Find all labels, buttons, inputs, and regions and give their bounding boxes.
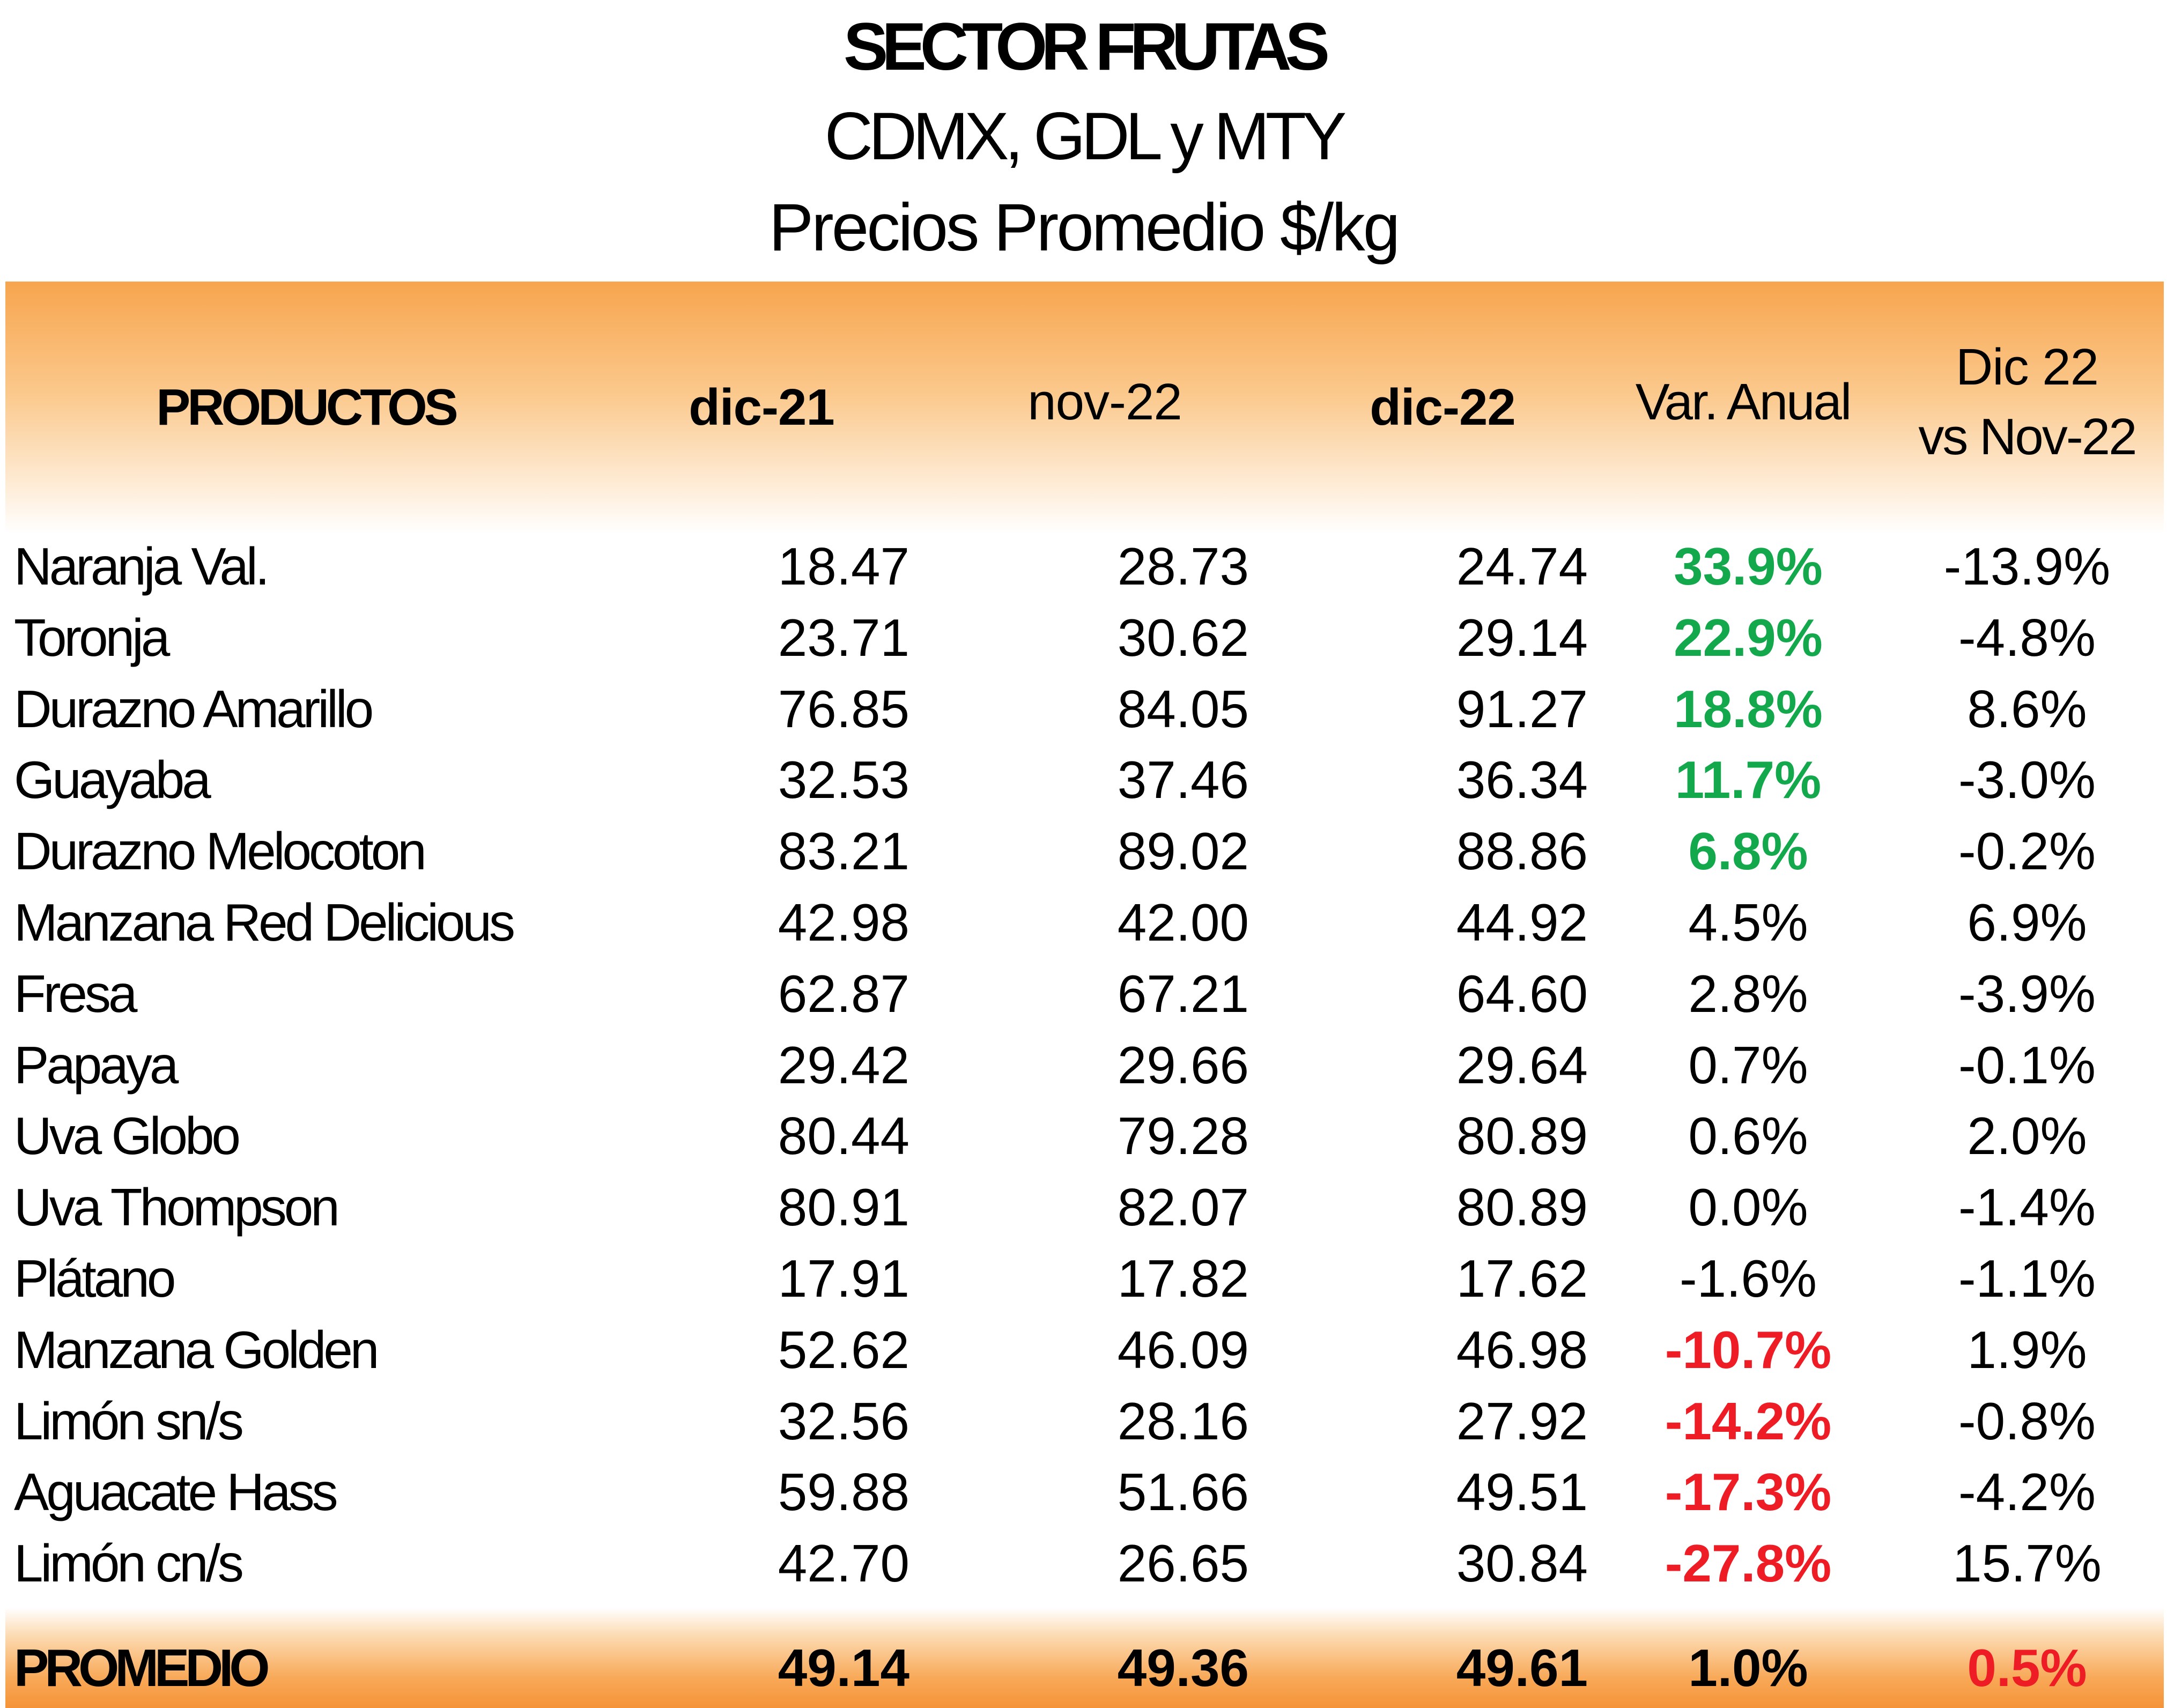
product-name: Limón cn/s <box>14 1534 241 1593</box>
table-row <box>0 531 2167 602</box>
nov22-value: 28.73 <box>1117 537 1249 596</box>
dic21-value: 17.91 <box>778 1249 909 1308</box>
total-row <box>0 1632 2167 1704</box>
table-row <box>0 887 2167 958</box>
table-row <box>0 1030 2167 1101</box>
table-row <box>0 1528 2167 1599</box>
product-name: Durazno Melocoton <box>14 822 424 881</box>
vs-nov-value: -0.2% <box>1958 822 2096 881</box>
vs-nov-value: -0.1% <box>1958 1036 2096 1095</box>
table-row <box>0 958 2167 1030</box>
table-row <box>0 674 2167 745</box>
header-var-anual: Var. Anual <box>1635 373 1851 431</box>
table-row <box>0 602 2167 674</box>
chart-subtitle-cities: CDMX, GDL y MTY <box>824 99 1343 174</box>
product-name: Uva Thompson <box>14 1178 337 1237</box>
product-name: Manzana Red Delicious <box>14 893 513 952</box>
dic22-value: 49.51 <box>1456 1462 1588 1521</box>
nov22-value: 89.02 <box>1117 822 1249 881</box>
vs-nov-value: -0.8% <box>1958 1392 2096 1451</box>
table-row <box>0 1172 2167 1243</box>
dic22-value: 44.92 <box>1456 893 1588 952</box>
dic21-value: 42.70 <box>778 1534 909 1593</box>
var-anual-value: 11.7% <box>1675 750 1822 809</box>
vs-nov-value: 6.9% <box>1967 893 2087 952</box>
product-name: Toronja <box>14 608 168 667</box>
vs-nov-value: -4.8% <box>1958 608 2096 667</box>
dic21-value: 80.91 <box>778 1178 909 1237</box>
dic21-value: 18.47 <box>778 537 909 596</box>
table-row <box>0 1243 2167 1314</box>
var-anual-value: 18.8% <box>1674 679 1823 738</box>
dic22-value: 80.89 <box>1456 1178 1588 1237</box>
dic22-value: 64.60 <box>1456 964 1588 1023</box>
var-anual-value: 33.9% <box>1674 537 1823 596</box>
nov22-value: 67.21 <box>1117 964 1249 1023</box>
vs-nov-value: 15.7% <box>1952 1534 2102 1593</box>
dic22-value: 80.89 <box>1456 1106 1588 1165</box>
dic22-value: 17.62 <box>1456 1249 1588 1308</box>
nov22-value: 28.16 <box>1117 1392 1249 1451</box>
total-var-anual: 1.0% <box>1688 1638 1808 1697</box>
dic21-value: 23.71 <box>778 608 909 667</box>
var-anual-value: 0.7% <box>1688 1036 1808 1095</box>
dic22-value: 24.74 <box>1456 537 1588 596</box>
var-anual-value: -10.7% <box>1665 1320 1832 1379</box>
nov22-value: 29.66 <box>1117 1036 1249 1095</box>
var-anual-value: 6.8% <box>1688 822 1808 881</box>
vs-nov-value: -4.2% <box>1958 1462 2096 1521</box>
nov22-value: 42.00 <box>1117 893 1249 952</box>
vs-nov-value: 1.9% <box>1967 1320 2087 1379</box>
nov22-value: 84.05 <box>1117 679 1249 738</box>
dic21-value: 42.98 <box>778 893 909 952</box>
var-anual-value: 22.9% <box>1674 608 1823 667</box>
table-row <box>0 816 2167 887</box>
product-name: Manzana Golden <box>14 1320 377 1379</box>
dic21-value: 80.44 <box>778 1106 909 1165</box>
var-anual-value: -27.8% <box>1665 1534 1832 1593</box>
total-label: PROMEDIO <box>14 1638 266 1697</box>
dic21-value: 29.42 <box>778 1036 909 1095</box>
table-row <box>0 1386 2167 1457</box>
dic22-value: 30.84 <box>1456 1534 1588 1593</box>
header-dic22: dic-22 <box>1370 379 1515 436</box>
table-row <box>0 744 2167 816</box>
dic22-value: 46.98 <box>1456 1320 1588 1379</box>
dic22-value: 29.14 <box>1456 608 1588 667</box>
var-anual-value: -14.2% <box>1665 1392 1832 1451</box>
var-anual-value: 4.5% <box>1688 893 1808 952</box>
vs-nov-value: -1.1% <box>1958 1249 2096 1308</box>
header-vs-line2: vs Nov-22 <box>1918 408 2136 465</box>
product-name: Guayaba <box>14 750 209 809</box>
product-name: Plátano <box>14 1249 174 1308</box>
header-vs-line1: Dic 22 <box>1955 338 2099 396</box>
var-anual-value: 0.6% <box>1688 1106 1808 1165</box>
dic22-value: 27.92 <box>1456 1392 1588 1451</box>
dic22-value: 91.27 <box>1456 679 1588 738</box>
total-nov22: 49.36 <box>1117 1638 1249 1697</box>
nov22-value: 37.46 <box>1117 750 1249 809</box>
var-anual-value: 0.0% <box>1688 1178 1808 1237</box>
total-dic21: 49.14 <box>778 1638 909 1697</box>
dic21-value: 76.85 <box>778 679 909 738</box>
var-anual-value: 2.8% <box>1688 964 1808 1023</box>
chart-title: SECTOR FRUTAS <box>844 10 1323 84</box>
product-name: Durazno Amarillo <box>14 679 372 738</box>
product-name: Naranja Val. <box>14 537 268 596</box>
vs-nov-value: -1.4% <box>1958 1178 2096 1237</box>
total-vs-nov: 0.5% <box>1967 1638 2087 1697</box>
dic22-value: 88.86 <box>1456 822 1588 881</box>
dic22-value: 36.34 <box>1456 750 1588 809</box>
vs-nov-value: -3.9% <box>1958 964 2096 1023</box>
var-anual-value: -17.3% <box>1665 1462 1832 1521</box>
total-dic22: 49.61 <box>1456 1638 1588 1697</box>
nov22-value: 30.62 <box>1117 608 1249 667</box>
product-name: Papaya <box>14 1036 176 1095</box>
nov22-value: 46.09 <box>1117 1320 1249 1379</box>
var-anual-value: -1.6% <box>1679 1249 1817 1308</box>
vs-nov-value: 8.6% <box>1967 679 2087 738</box>
dic21-value: 32.53 <box>778 750 909 809</box>
product-name: Fresa <box>14 964 135 1023</box>
header-nov22: nov-22 <box>1027 373 1182 431</box>
vs-nov-value: 2.0% <box>1967 1106 2087 1165</box>
dic21-value: 52.62 <box>778 1320 909 1379</box>
nov22-value: 79.28 <box>1117 1106 1249 1165</box>
header-dic21: dic-21 <box>689 379 834 436</box>
chart-subtitle-units: Precios Promedio $/kg <box>768 190 1399 265</box>
dic22-value: 29.64 <box>1456 1036 1588 1095</box>
nov22-value: 82.07 <box>1117 1178 1249 1237</box>
vs-nov-value: -3.0% <box>1958 750 2096 809</box>
dic21-value: 32.56 <box>778 1392 909 1451</box>
product-name: Limón sn/s <box>14 1392 241 1451</box>
nov22-value: 26.65 <box>1117 1534 1249 1593</box>
dic21-value: 59.88 <box>778 1462 909 1521</box>
vs-nov-value: -13.9% <box>1943 537 2111 596</box>
table-row <box>0 1314 2167 1386</box>
dic21-value: 62.87 <box>778 964 909 1023</box>
product-name: Uva Globo <box>14 1106 239 1165</box>
dic21-value: 83.21 <box>778 822 909 881</box>
nov22-value: 51.66 <box>1117 1462 1249 1521</box>
product-name: Aguacate Hass <box>14 1462 336 1521</box>
table-row <box>0 1456 2167 1528</box>
header-productos: PRODUCTOS <box>156 379 455 436</box>
table-row <box>0 1100 2167 1172</box>
nov22-value: 17.82 <box>1117 1249 1249 1308</box>
